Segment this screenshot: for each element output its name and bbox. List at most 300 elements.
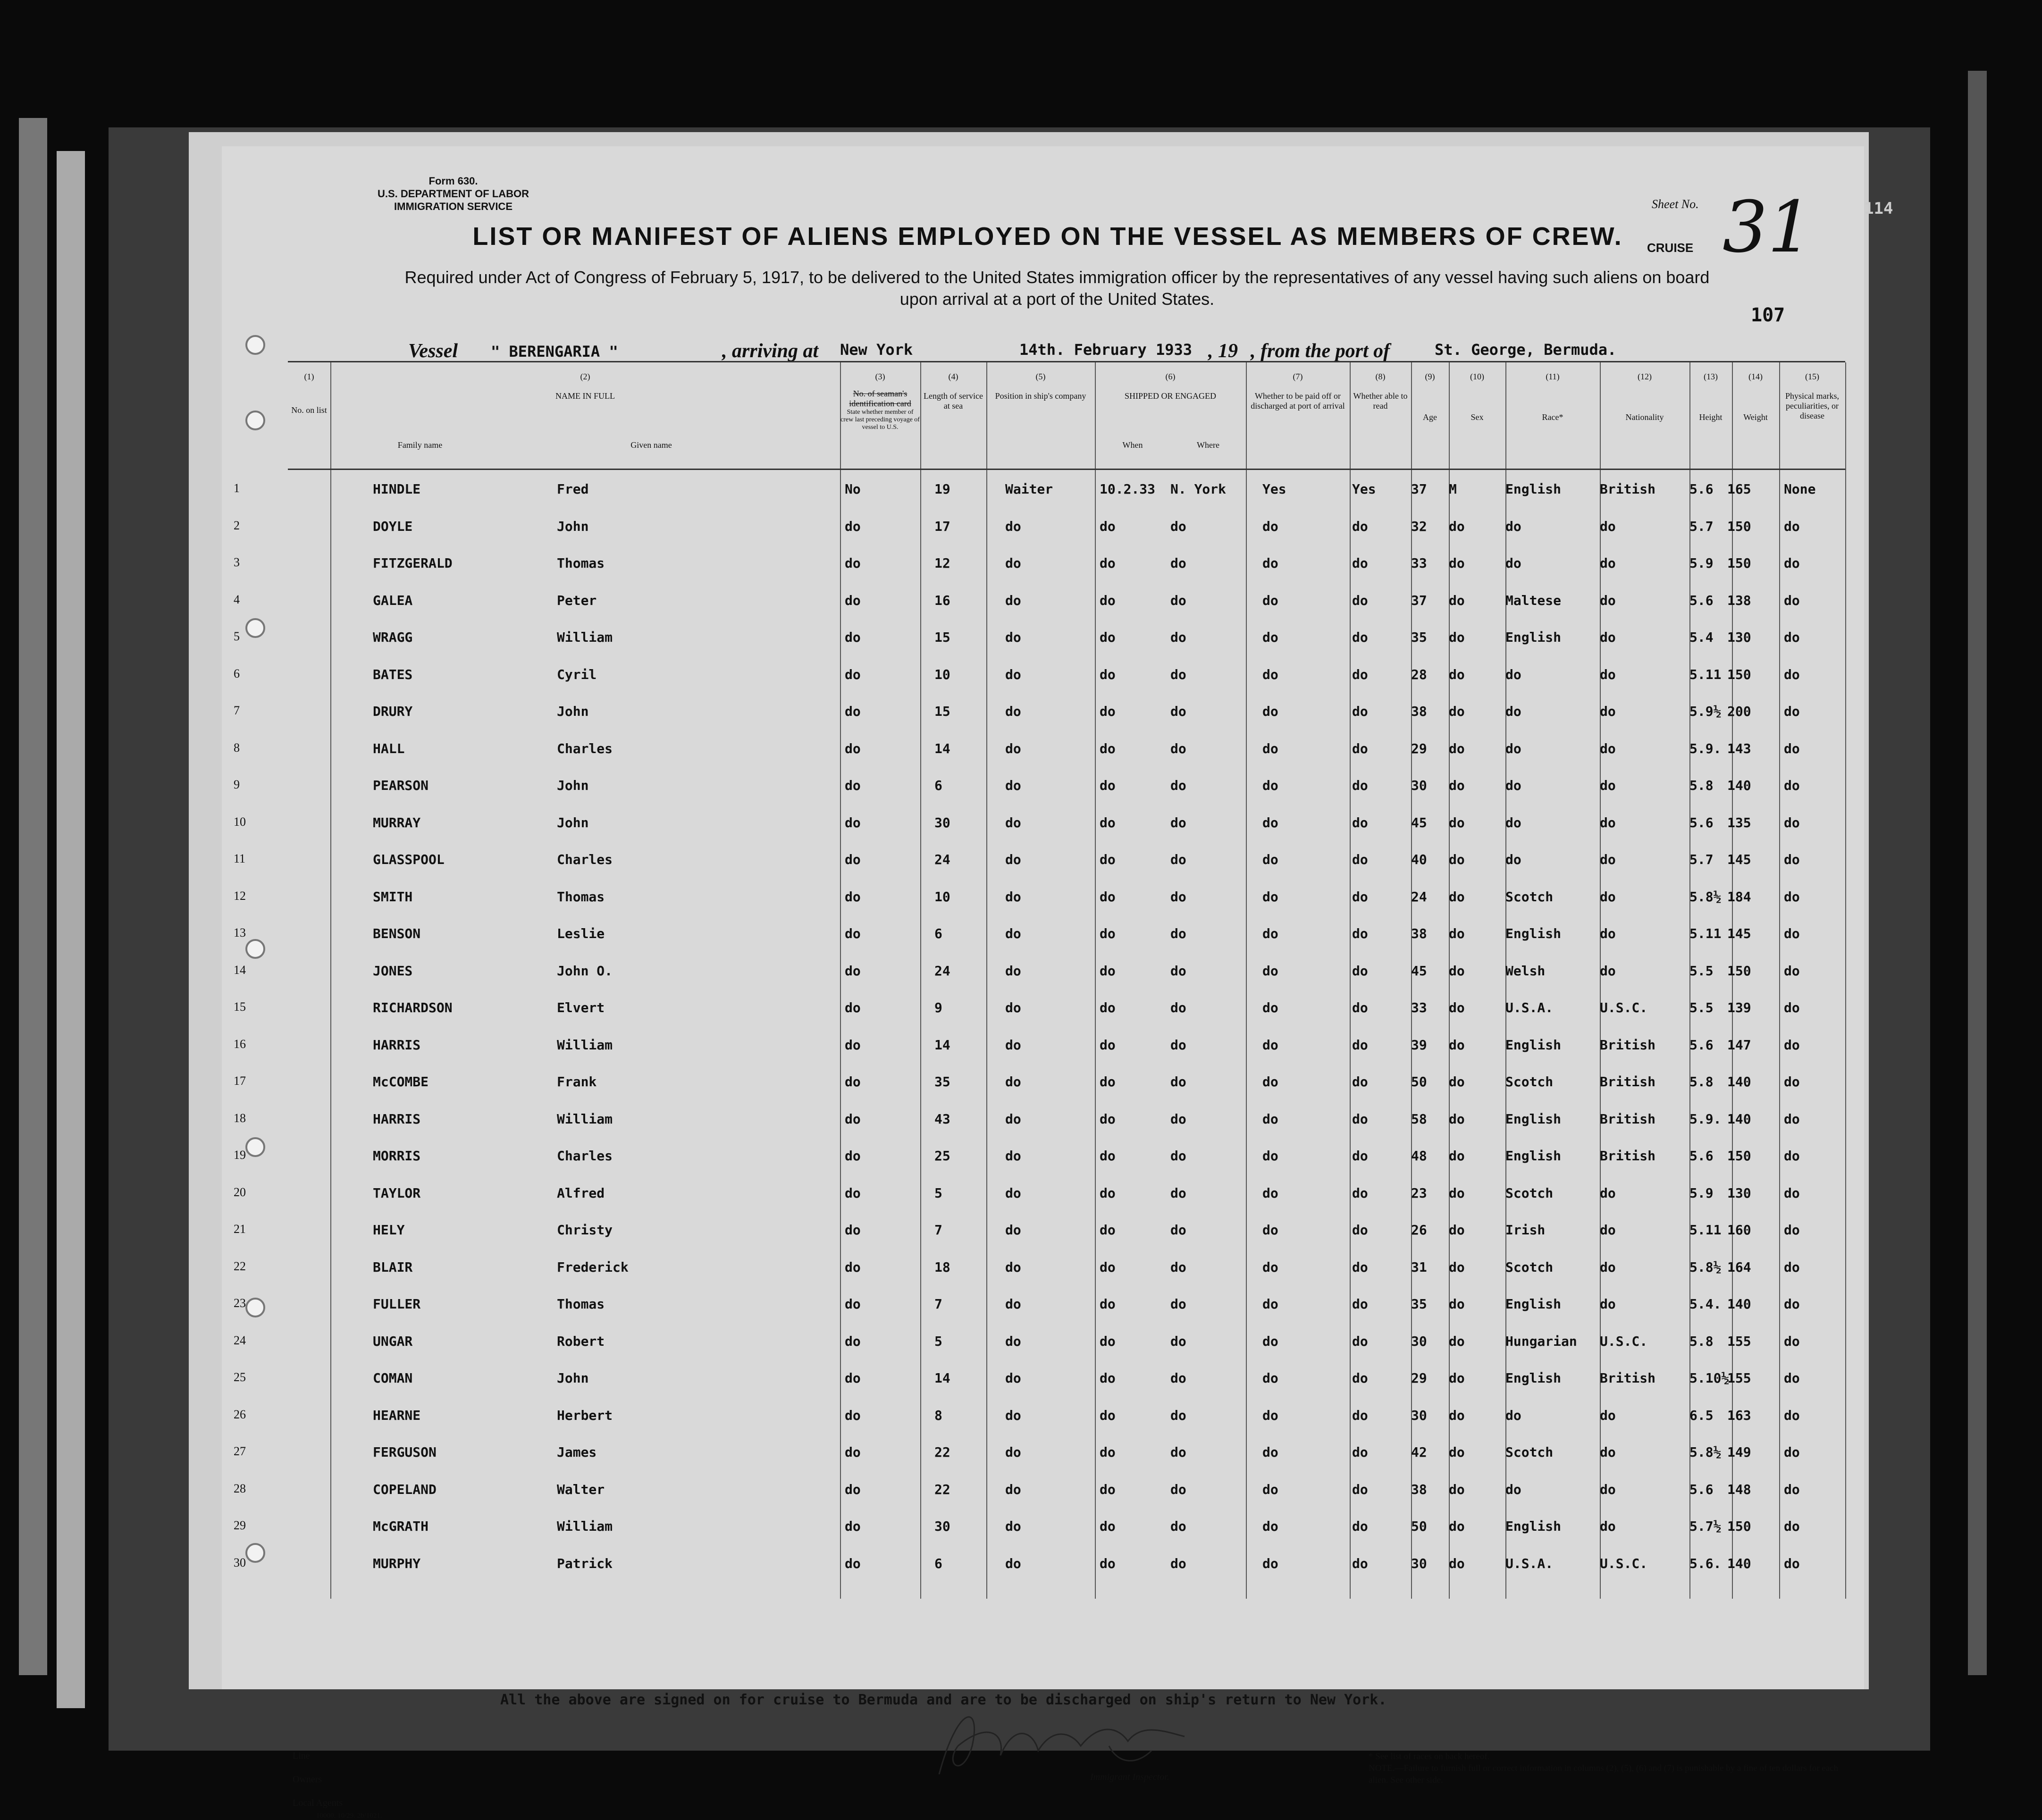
cell-sex: do	[1449, 1296, 1465, 1312]
cell-shipped-when: 10.2.33	[1100, 481, 1156, 497]
table-row	[222, 1322, 1800, 1359]
cell-race: English	[1505, 1518, 1562, 1534]
table-row	[222, 1359, 1800, 1396]
from-label: , from the port of	[1251, 340, 1390, 362]
inspector-label: Immigrant Inspector.	[1090, 1772, 1169, 1782]
cell-able-to-read: do	[1352, 1259, 1368, 1275]
cell-physical-marks: do	[1784, 518, 1800, 534]
binder-strip	[57, 151, 85, 1708]
cell-position: do	[1005, 1185, 1021, 1201]
cell-weight: 150	[1727, 666, 1751, 682]
cell-sex: do	[1449, 778, 1465, 793]
cell-position: do	[1005, 1111, 1021, 1127]
cell-nationality: do	[1600, 1222, 1616, 1238]
cell-row-number: 10	[234, 814, 246, 829]
cell-nationality: do	[1600, 518, 1616, 534]
cell-shipped-when: do	[1100, 1296, 1116, 1312]
cell-weight: 200	[1727, 704, 1751, 719]
cell-height: 5.6	[1689, 592, 1714, 608]
cell-race: English	[1505, 1148, 1562, 1164]
cell-sex: do	[1449, 1148, 1465, 1164]
cell-weight: 150	[1727, 555, 1751, 571]
cell-card-number: do	[845, 1074, 861, 1090]
col4-header	[920, 372, 986, 411]
cell-position: do	[1005, 889, 1021, 905]
cell-position: do	[1005, 740, 1021, 756]
cell-nationality: do	[1600, 592, 1616, 608]
cell-row-number: 28	[234, 1481, 246, 1495]
cell-paid-off: do	[1262, 889, 1278, 905]
cell-physical-marks: do	[1784, 592, 1800, 608]
cell-race: Irish	[1505, 1222, 1546, 1238]
cell-weight: 145	[1727, 926, 1751, 941]
department: U.S. DEPARTMENT OF LABOR	[378, 188, 529, 200]
cell-age: 30	[1411, 1407, 1427, 1423]
cell-sex: do	[1449, 1444, 1465, 1460]
cell-shipped-where: do	[1170, 1000, 1186, 1015]
cell-height: 5.10½	[1689, 1370, 1730, 1386]
cell-service-length: 19	[934, 481, 950, 497]
cell-race: U.S.A.	[1505, 1000, 1554, 1015]
cell-able-to-read: do	[1352, 1407, 1368, 1423]
cell-row-number: 26	[234, 1407, 246, 1421]
cell-able-to-read: do	[1352, 889, 1368, 905]
cell-card-number: do	[845, 1296, 861, 1312]
cell-shipped-when: do	[1100, 1185, 1116, 1201]
table-row	[222, 692, 1800, 729]
from-port: St. George, Bermuda.	[1435, 341, 1617, 359]
cell-nationality: do	[1600, 778, 1616, 793]
cell-service-length: 15	[934, 629, 950, 645]
cell-given-name: Herbert	[557, 1407, 613, 1423]
table-row	[222, 470, 1816, 507]
cell-given-name: James	[557, 1444, 597, 1460]
when-header: When	[1122, 440, 1143, 450]
cell-physical-marks: do	[1784, 1518, 1800, 1534]
cell-physical-marks: do	[1784, 1148, 1800, 1164]
cell-position: do	[1005, 1370, 1021, 1386]
cell-race: Maltese	[1505, 592, 1562, 608]
cell-age: 58	[1411, 1111, 1427, 1127]
table-row	[222, 766, 1800, 803]
cell-physical-marks: do	[1784, 1481, 1800, 1497]
cell-family-name: HALL	[373, 740, 405, 756]
cell-paid-off: do	[1262, 1037, 1278, 1053]
cell-service-length: 14	[934, 740, 950, 756]
cell-height: 5.9.	[1689, 740, 1722, 756]
cell-nationality: do	[1600, 1518, 1616, 1534]
cell-service-length: 9	[934, 1000, 942, 1015]
cell-age: 30	[1411, 1555, 1427, 1571]
cell-able-to-read: do	[1352, 666, 1368, 682]
cell-position: do	[1005, 1518, 1021, 1534]
table-row	[222, 840, 1800, 877]
arrival-port: New York	[840, 341, 913, 359]
cell-given-name: Elvert	[557, 1000, 605, 1015]
line-label: Line	[293, 1751, 310, 1761]
cell-race: English	[1505, 926, 1562, 941]
cell-physical-marks: do	[1784, 1222, 1800, 1238]
cell-given-name: William	[557, 1111, 613, 1127]
table-row	[222, 878, 1800, 914]
cell-race: Scotch	[1505, 1259, 1554, 1275]
cell-shipped-where: do	[1170, 1185, 1186, 1201]
cell-race: Hungarian	[1505, 1333, 1577, 1349]
cell-sex: M	[1449, 481, 1457, 497]
cell-shipped-where: do	[1170, 704, 1186, 719]
cell-paid-off: do	[1262, 1111, 1278, 1127]
cell-row-number: 8	[234, 740, 240, 755]
cell-height: 5.7½	[1689, 1518, 1722, 1534]
cell-height: 5.4	[1689, 629, 1714, 645]
cell-weight: 140	[1727, 1296, 1751, 1312]
cell-weight: 155	[1727, 1370, 1751, 1386]
cell-shipped-where: do	[1170, 1481, 1186, 1497]
cell-service-length: 22	[934, 1444, 950, 1460]
given-name-header: Given name	[630, 440, 672, 450]
cell-physical-marks: do	[1784, 814, 1800, 830]
cell-nationality: do	[1600, 1481, 1616, 1497]
cell-row-number: 9	[234, 778, 240, 791]
cell-nationality: British	[1600, 1111, 1656, 1127]
cell-shipped-when: do	[1100, 1111, 1116, 1127]
form-number: Form 630.	[429, 175, 478, 187]
cell-paid-off: do	[1262, 1518, 1278, 1534]
cell-family-name: PEARSON	[373, 778, 429, 793]
manifest-sheet	[222, 146, 1893, 1820]
cell-nationality: British	[1600, 1370, 1656, 1386]
cell-card-number: do	[845, 740, 861, 756]
cell-service-length: 10	[934, 889, 950, 905]
cell-able-to-read: do	[1352, 629, 1368, 645]
cell-paid-off: do	[1262, 1148, 1278, 1164]
vessel-name: " BERENGARIA "	[491, 343, 618, 361]
cell-shipped-where: do	[1170, 1074, 1186, 1090]
cell-card-number: do	[845, 1111, 861, 1127]
family-name-header: Family name	[397, 440, 443, 450]
cell-shipped-where: do	[1170, 1518, 1186, 1534]
cell-nationality: British	[1600, 481, 1656, 497]
cell-age: 28	[1411, 666, 1427, 682]
cell-position: do	[1005, 1481, 1021, 1497]
cell-row-number: 15	[234, 1000, 246, 1014]
cell-race: do	[1505, 740, 1521, 756]
cell-family-name: TAYLOR	[373, 1185, 421, 1201]
col9-header	[1411, 372, 1449, 422]
cell-physical-marks: do	[1784, 1074, 1800, 1090]
cell-nationality: do	[1600, 926, 1616, 941]
cell-physical-marks: do	[1784, 1185, 1800, 1201]
cell-paid-off: do	[1262, 1000, 1278, 1015]
cell-row-number: 12	[234, 889, 246, 903]
cell-given-name: Frank	[557, 1074, 597, 1090]
cell-shipped-where: do	[1170, 1296, 1186, 1312]
cell-shipped-when: do	[1100, 1444, 1116, 1460]
col11-number: (11)	[1546, 372, 1560, 381]
cell-card-number: do	[845, 666, 861, 682]
cell-row-number: 5	[234, 629, 240, 643]
cell-sex: do	[1449, 1555, 1465, 1571]
cell-given-name: John	[557, 814, 589, 830]
cell-paid-off: do	[1262, 1074, 1278, 1090]
cruise-label: CRUISE	[1647, 241, 1694, 255]
cell-given-name: Thomas	[557, 555, 605, 571]
cell-nationality: do	[1600, 629, 1616, 645]
cell-card-number: do	[845, 704, 861, 719]
races-note-block	[1369, 1751, 1840, 1786]
cell-age: 37	[1411, 481, 1427, 497]
cell-card-number: do	[845, 1444, 861, 1460]
table-row	[222, 1174, 1800, 1211]
cell-row-number: 20	[234, 1185, 246, 1199]
cell-card-number: do	[845, 1333, 861, 1349]
cell-age: 37	[1411, 592, 1427, 608]
cell-height: 5.8	[1689, 1074, 1714, 1090]
cell-weight: 150	[1727, 1518, 1751, 1534]
cell-race: do	[1505, 666, 1521, 682]
cell-given-name: Patrick	[557, 1555, 613, 1571]
cell-physical-marks: do	[1784, 1000, 1800, 1015]
cell-able-to-read: do	[1352, 1333, 1368, 1349]
cell-able-to-read: do	[1352, 555, 1368, 571]
cell-physical-marks: do	[1784, 1370, 1800, 1386]
cell-age: 38	[1411, 704, 1427, 719]
cell-position: do	[1005, 666, 1021, 682]
cell-nationality: British	[1600, 1074, 1656, 1090]
cell-paid-off: do	[1262, 704, 1278, 719]
cell-position: do	[1005, 852, 1021, 867]
cell-row-number: 4	[234, 592, 240, 606]
table-row	[222, 952, 1800, 989]
cell-family-name: JONES	[373, 963, 413, 979]
cell-physical-marks: do	[1784, 1444, 1800, 1460]
col2-header	[330, 372, 840, 401]
cell-row-number: 21	[234, 1222, 246, 1236]
cell-given-name: Peter	[557, 592, 597, 608]
cell-sex: do	[1449, 740, 1465, 756]
col6-header	[1095, 372, 1246, 401]
cell-weight: 149	[1727, 1444, 1751, 1460]
col13-header	[1689, 372, 1732, 422]
col4-label: Length of service at sea	[924, 391, 983, 411]
cell-position: do	[1005, 518, 1021, 534]
cell-given-name: Charles	[557, 852, 613, 867]
cell-race: English	[1505, 481, 1562, 497]
cell-service-length: 24	[934, 963, 950, 979]
owners-label: Owners	[293, 1774, 322, 1785]
cell-sex: do	[1449, 926, 1465, 941]
cell-shipped-when: do	[1100, 1333, 1116, 1349]
cell-able-to-read: do	[1352, 1481, 1368, 1497]
cell-paid-off: do	[1262, 1370, 1278, 1386]
col4-number: (4)	[948, 372, 958, 381]
cell-card-number: do	[845, 889, 861, 905]
cell-nationality: U.S.C.	[1600, 1555, 1648, 1571]
cell-shipped-when: do	[1100, 1074, 1116, 1090]
cell-position: do	[1005, 1074, 1021, 1090]
cell-paid-off: do	[1262, 852, 1278, 867]
cell-given-name: John	[557, 704, 589, 719]
cell-position: do	[1005, 778, 1021, 793]
cell-sex: do	[1449, 1185, 1465, 1201]
cell-physical-marks: do	[1784, 1296, 1800, 1312]
cell-nationality: do	[1600, 1407, 1616, 1423]
cell-given-name: Robert	[557, 1333, 605, 1349]
cell-position: do	[1005, 555, 1021, 571]
cell-sex: do	[1449, 1370, 1465, 1386]
table-row	[222, 914, 1800, 951]
cell-given-name: Frederick	[557, 1259, 629, 1275]
cell-weight: 140	[1727, 1111, 1751, 1127]
cell-family-name: MURPHY	[373, 1555, 421, 1571]
cell-row-number: 16	[234, 1037, 246, 1051]
cell-sex: do	[1449, 1481, 1465, 1497]
cell-row-number: 2	[234, 518, 240, 532]
cell-paid-off: do	[1262, 1481, 1278, 1497]
fine-note: NOTE.—Failure to furnish full or correct information in columns (2), (5), (6) and (7) is punishable by a fine of ten dollars for each alien. See other side.	[1369, 1763, 1839, 1785]
cell-position: do	[1005, 704, 1021, 719]
cell-height: 6.5	[1689, 1407, 1714, 1423]
cell-physical-marks: do	[1784, 1407, 1800, 1423]
cell-age: 39	[1411, 1037, 1427, 1053]
cell-position: do	[1005, 1444, 1021, 1460]
col14-header	[1732, 372, 1779, 422]
cell-service-length: 7	[934, 1222, 942, 1238]
cell-height: 5.6	[1689, 1037, 1714, 1053]
cell-card-number: do	[845, 1407, 861, 1423]
subtitle: Required under Act of Congress of February 5, 1917, to be delivered to the United States immigration officer by the representatives of any vessel having such aliens on board upon arrival at a port of the United States.	[404, 268, 1710, 309]
cell-weight: 140	[1727, 1555, 1751, 1571]
cell-sex: do	[1449, 1333, 1465, 1349]
col6-number: (6)	[1165, 372, 1176, 381]
cell-nationality: U.S.C.	[1600, 1000, 1648, 1015]
cell-row-number: 29	[234, 1518, 246, 1532]
cell-position: do	[1005, 1000, 1021, 1015]
col14-label: Weight	[1743, 412, 1768, 422]
cell-able-to-read: do	[1352, 1000, 1368, 1015]
cell-race: English	[1505, 1296, 1562, 1312]
cell-service-length: 8	[934, 1407, 942, 1423]
cell-able-to-read: do	[1352, 1148, 1368, 1164]
cell-age: 50	[1411, 1074, 1427, 1090]
cell-age: 45	[1411, 814, 1427, 830]
cell-sex: do	[1449, 814, 1465, 830]
col2-number: (2)	[580, 372, 590, 381]
cell-given-name: John	[557, 778, 589, 793]
cell-nationality: do	[1600, 1259, 1616, 1275]
cell-given-name: Charles	[557, 1148, 613, 1164]
col8-label: Whether able to read	[1353, 391, 1408, 411]
cell-shipped-when: do	[1100, 592, 1116, 608]
cell-sex: do	[1449, 555, 1465, 571]
cell-given-name: Charles	[557, 740, 613, 756]
col13-number: (13)	[1704, 372, 1718, 381]
cell-shipped-when: do	[1100, 1555, 1116, 1571]
sheet-label: Sheet No.	[1652, 197, 1699, 211]
col12-number: (12)	[1638, 372, 1652, 381]
cell-paid-off: do	[1262, 740, 1278, 756]
col5-number: (5)	[1035, 372, 1046, 381]
table-row	[222, 1100, 1800, 1137]
cell-able-to-read: do	[1352, 963, 1368, 979]
table-row	[222, 581, 1800, 618]
cell-weight: 130	[1727, 1185, 1751, 1201]
cell-height: 5.11	[1689, 926, 1722, 941]
cell-nationality: do	[1600, 889, 1616, 905]
cell-sex: do	[1449, 1259, 1465, 1275]
cell-height: 5.11	[1689, 1222, 1722, 1238]
cell-shipped-where: do	[1170, 740, 1186, 756]
col15-header	[1779, 372, 1845, 421]
cell-family-name: BENSON	[373, 926, 421, 941]
cell-physical-marks: do	[1784, 629, 1800, 645]
table-row	[222, 1063, 1800, 1099]
cell-paid-off: do	[1262, 778, 1278, 793]
cell-weight: 138	[1727, 592, 1751, 608]
col8-number: (8)	[1375, 372, 1386, 381]
column-divider	[1779, 362, 1780, 1599]
cell-row-number: 27	[234, 1444, 246, 1458]
cell-age: 45	[1411, 963, 1427, 979]
cell-race: Scotch	[1505, 1444, 1554, 1460]
cell-service-length: 30	[934, 814, 950, 830]
cell-paid-off: do	[1262, 1222, 1278, 1238]
cell-shipped-when: do	[1100, 740, 1116, 756]
cell-position: do	[1005, 1333, 1021, 1349]
cell-height: 5.6	[1689, 814, 1714, 830]
cell-paid-off: do	[1262, 592, 1278, 608]
cell-nationality: do	[1600, 555, 1616, 571]
cell-shipped-where: do	[1170, 852, 1186, 867]
cell-nationality: U.S.C.	[1600, 1333, 1648, 1349]
cell-service-length: 22	[934, 1481, 950, 1497]
cell-able-to-read: do	[1352, 1037, 1368, 1053]
cell-height: 5.6	[1689, 481, 1714, 497]
cell-card-number: do	[845, 518, 861, 534]
cell-weight: 164	[1727, 1259, 1751, 1275]
cell-given-name: Walter	[557, 1481, 605, 1497]
col1-header	[288, 372, 330, 415]
cell-shipped-when: do	[1100, 926, 1116, 941]
cell-paid-off: Yes	[1262, 481, 1286, 497]
cell-shipped-where: do	[1170, 592, 1186, 608]
cell-height: 5.9	[1689, 1185, 1714, 1201]
cell-family-name: GALEA	[373, 592, 413, 608]
cell-family-name: RICHARDSON	[373, 1000, 453, 1015]
cell-row-number: 22	[234, 1259, 246, 1273]
cell-age: 48	[1411, 1148, 1427, 1164]
cell-age: 32	[1411, 518, 1427, 534]
cell-row-number: 14	[234, 963, 246, 977]
where-header: Where	[1197, 440, 1219, 450]
cell-height: 5.8½	[1689, 889, 1722, 905]
cell-height: 5.9.	[1689, 1111, 1722, 1127]
col3-number: (3)	[875, 372, 885, 381]
cell-age: 31	[1411, 1259, 1427, 1275]
cell-card-number: do	[845, 1481, 861, 1497]
cell-able-to-read: do	[1352, 1185, 1368, 1201]
col11-header	[1505, 372, 1600, 422]
cell-shipped-where: do	[1170, 1259, 1186, 1275]
cell-shipped-when: do	[1100, 852, 1116, 867]
cell-height: 5.7	[1689, 852, 1714, 867]
cell-service-length: 30	[934, 1518, 950, 1534]
cell-given-name: Thomas	[557, 1296, 605, 1312]
cell-shipped-where: do	[1170, 1444, 1186, 1460]
cell-given-name: John	[557, 1370, 589, 1386]
column-divider	[1845, 362, 1846, 1599]
table-row	[222, 1544, 1800, 1581]
